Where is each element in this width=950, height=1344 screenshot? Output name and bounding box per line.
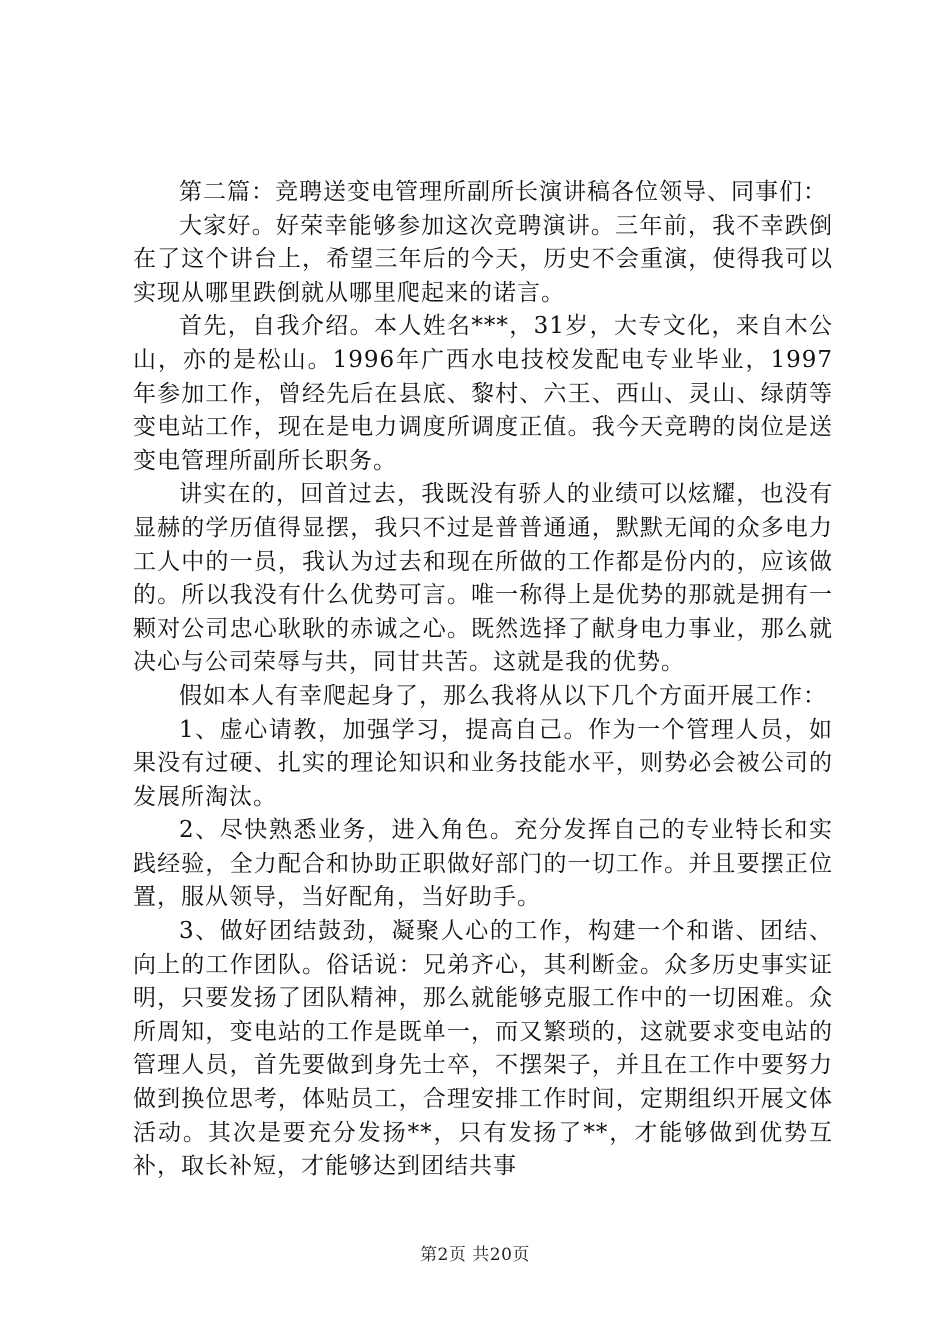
paragraph-title: 第二篇：竞聘送变电管理所副所长演讲稿各位领导、同事们：	[179, 179, 827, 205]
paragraph-plan-item-1: 1、虚心请教，加强学习，提高自己。作为一个管理人员，如果没有过硬、扎实的理论知识和业务技能水平，则势必会被公司的发展所淘汰。	[133, 716, 833, 810]
paragraph-greeting: 大家好。好荣幸能够参加这次竞聘演讲。三年前，我不幸跌倒在了这个讲台上，希望三年后的今天，历史不会重演，使得我可以实现从哪里跌倒就从哪里爬起来的诺言。	[133, 212, 833, 306]
paragraph-plan-item-2: 2、尽快熟悉业务，进入角色。充分发挥自己的专业特长和实践经验，全力配合和协助正职做好部门的一切工作。并且要摆正位置，服从领导，当好配角，当好助手。	[133, 817, 833, 911]
paragraph-reflection: 讲实在的，回首过去，我既没有骄人的业绩可以炫耀，也没有显赫的学历值得显摆，我只不过是普普通通，默默无闻的众多电力工人中的一员，我认为过去和现在所做的工作都是份内的，应该做的。所以我没有什么优势可言。唯一称得上是优势的那就是拥有一颗对公司忠心耿耿的赤诚之心。既然选择了献身电力事业，那么就决心与公司荣辱与共，同甘共苦。这就是我的优势。	[133, 481, 833, 676]
paragraph-plan-intro: 假如本人有幸爬起身了，那么我将从以下几个方面开展工作：	[179, 682, 827, 709]
document-body	[133, 176, 833, 1184]
paragraph-plan-item-3: 3、做好团结鼓劲，凝聚人心的工作，构建一个和谐、团结、向上的工作团队。俗话说：兄弟齐心，其利断金。众多历史事实证明，只要发扬了团队精神，那么就能够克服工作中的一切困难。众所周知，变电站的工作是既单一，而又繁琐的，这就要求变电站的管理人员，首先要做到身先士卒，不摆架子，并且在工作中要努力做到换位思考，体贴员工，合理安排工作时间，定期组织开展文体活动。其次是要充分发扬**，只有发扬了**，才能够做到优势互补，取长补短，才能够达到团结共事	[133, 918, 833, 1180]
paragraph-self-intro: 首先，自我介绍。本人姓名***，31岁，大专文化，来自木公山，亦的是松山。1996年广西水电技校发配电专业毕业，1997年参加工作，曾经先后在县底、黎村、六王、西山、灵山、绿荫等变电站工作，现在是电力调度所调度正值。我今天竞聘的岗位是送变电管理所副所长职务。	[133, 313, 833, 474]
page-footer: 第2页 共20页	[420, 1245, 530, 1265]
